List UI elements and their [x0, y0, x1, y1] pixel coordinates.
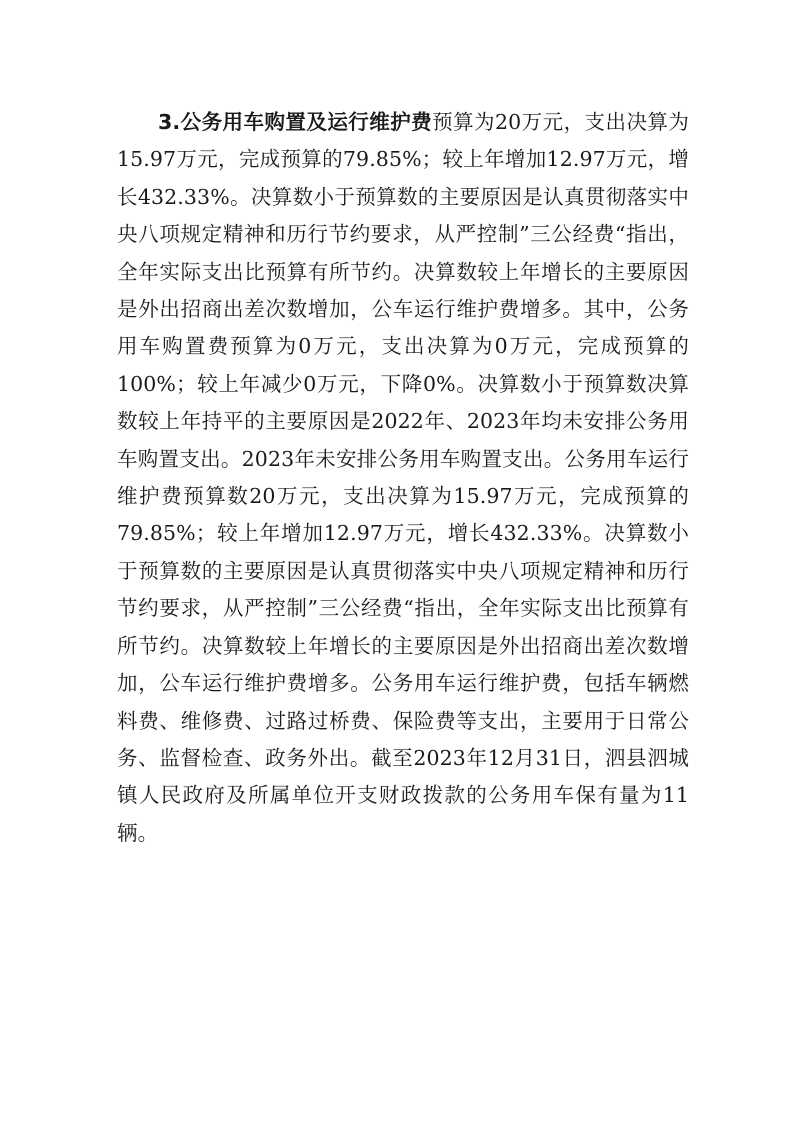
- section-body-text: 预算为20万元，支出决算为15.97万元，完成预算的79.85%；较上年增加12.97万元，增长432.33%。决算数小于预算数的主要原因是认真贯彻落实中央八项规定精神和历行节约要求，从严控制”三公经费“指出，全年实际支出比预算有所节约。决算数较上年增长的主要原因是外出招商出差次数增加，公车运行维护费增多。其中，公务用车购置费预算为0万元，支出决算为0万元，完成预算的100%；较上年减少0万元，下降0%。决算数小于预算数决算数较上年持平的主要原因是2022年、2023年均未安排公务用车购置支出。2023年未安排公务用车购置支出。公务用车运行维护费预算数20万元，支出决算为15.97万元，完成预算的79.85%；较上年增加12.97万元，增长432.33%。决算数小于预算数的主要原因是认真贯彻落实中央八项规定精神和历行节约要求，从严控制”三公经费“指出，全年实际支出比预算有所节约。决算数较上年增长的主要原因是外出招商出差次数增加，公车运行维护费增多。公务用车运行维护费，包括车辆燃料费、维修费、过路过桥费、保险费等支出，主要用于日常公务、监督检查、政务外出。截至2023年12月31日，泗县泗城镇人民政府及所属单位开支财政拨款的公务用车保有量为11辆。: [117, 110, 689, 845]
- section-heading: 3.公务用车购置及运行维护费: [158, 110, 433, 134]
- paragraph-vehicle-expenses: [117, 104, 689, 852]
- document-content: [117, 104, 689, 852]
